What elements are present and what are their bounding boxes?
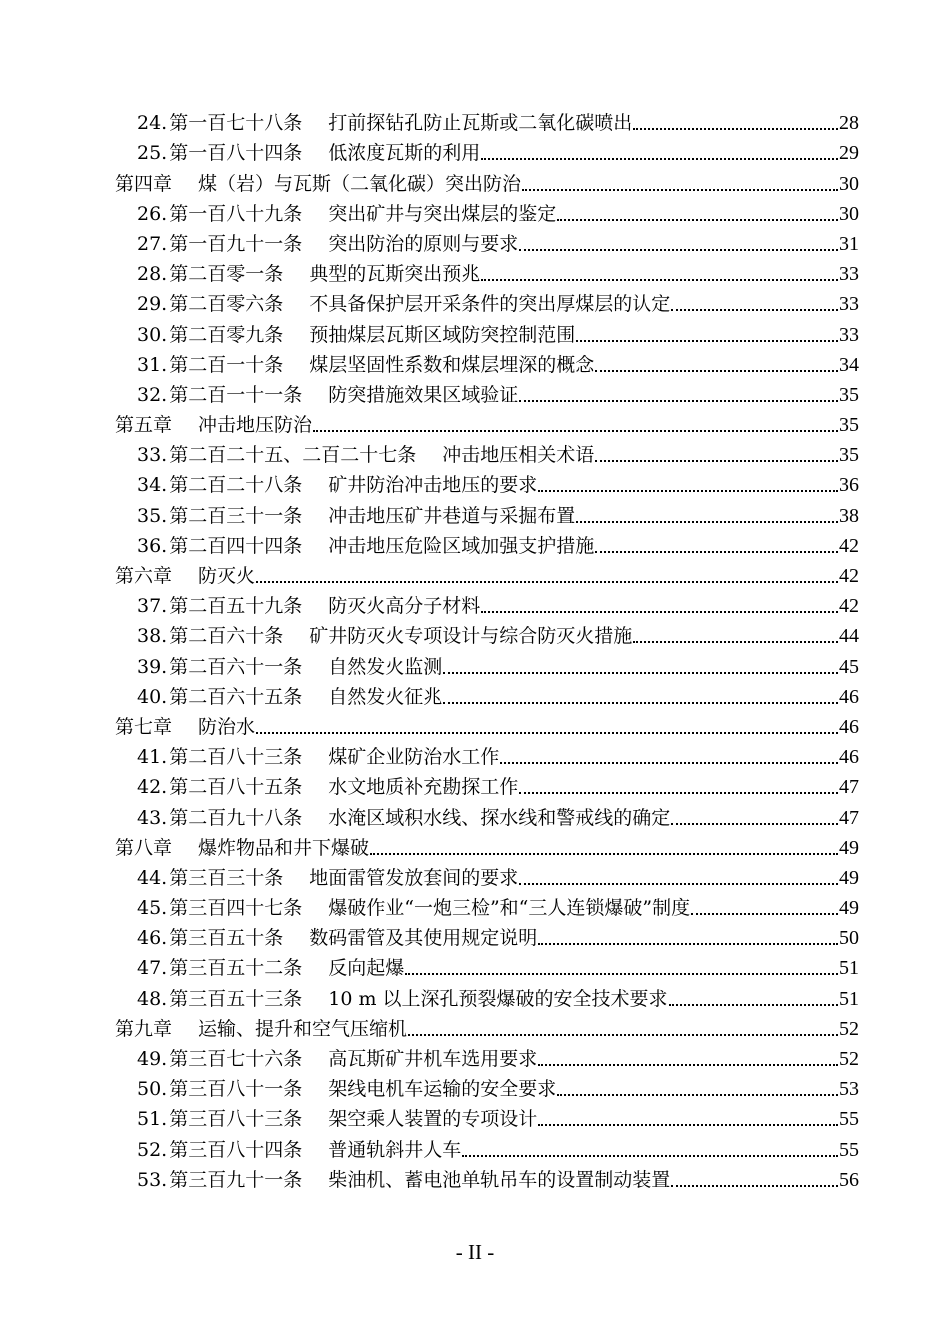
toc-entry-title: 数码雷管及其使用规定说明 — [309, 927, 538, 950]
toc-article-id: 第三百四十七条 — [169, 897, 303, 920]
toc-entry-title: 水文地质补充勘探工作 — [328, 776, 519, 799]
toc-entry-label — [137, 352, 594, 378]
toc-page-number: 42 — [839, 595, 859, 618]
toc-page-number: 52 — [839, 1048, 859, 1070]
toc-entry-label — [137, 774, 518, 800]
toc-entry-label — [115, 171, 521, 197]
toc-article-entry[interactable] — [115, 1042, 859, 1072]
toc-entry-title: 高瓦斯矿井机车选用要求 — [328, 1048, 538, 1070]
dot-leader — [313, 429, 838, 432]
toc-entry-title: 矿井防灭火专项设计与综合防灭火措施 — [309, 625, 633, 648]
toc-entry-title: 典型的瓦斯突出预兆 — [309, 263, 481, 286]
toc-article-entry[interactable] — [115, 1102, 859, 1132]
toc-article-id: 第三百八十一条 — [169, 1078, 303, 1101]
toc-article-entry[interactable] — [115, 197, 859, 227]
toc-page-number: 30 — [839, 202, 859, 225]
dot-leader — [691, 912, 838, 915]
toc-entry-number: 29. — [137, 293, 168, 316]
dot-leader — [671, 308, 838, 311]
toc-entry-number: 39. — [137, 655, 168, 678]
toc-page-number: 35 — [839, 414, 859, 437]
dot-leader — [519, 882, 838, 885]
toc-article-entry[interactable] — [115, 468, 859, 498]
toc-article-id: 第二百四十四条 — [169, 534, 303, 557]
toc-entry-number: 45. — [137, 897, 168, 920]
toc-entry-number: 28. — [137, 263, 168, 286]
toc-chapter-entry[interactable] — [115, 408, 859, 438]
toc-article-entry[interactable] — [115, 1163, 859, 1193]
toc-entry-number: 49. — [137, 1048, 168, 1070]
toc-page-number: 42 — [839, 565, 859, 587]
dot-leader — [557, 218, 838, 221]
toc-entry-label — [137, 503, 575, 529]
toc-chapter-entry[interactable] — [115, 710, 859, 740]
toc-article-entry[interactable] — [115, 740, 859, 770]
toc-article-id: 第二百二十八条 — [169, 474, 303, 497]
dot-leader — [481, 610, 838, 613]
toc-entry-label — [137, 140, 480, 166]
toc-article-id: 第一百九十一条 — [169, 232, 303, 255]
toc-article-id: 第二百一十一条 — [169, 383, 303, 406]
toc-entry-label — [137, 291, 670, 317]
toc-article-entry[interactable] — [115, 1132, 859, 1162]
toc-entry-title: 爆炸物品和井下爆破 — [198, 836, 370, 859]
toc-page-number: 52 — [839, 1017, 859, 1040]
toc-article-entry[interactable] — [115, 981, 859, 1011]
dot-leader — [576, 520, 838, 523]
toc-entry-number: 30. — [137, 323, 168, 346]
dot-leader — [481, 278, 838, 281]
toc-entry-number: 33. — [137, 444, 168, 467]
toc-article-entry[interactable] — [115, 951, 859, 981]
toc-page-number: 29 — [839, 142, 859, 165]
toc-chapter-id: 第五章 — [115, 414, 173, 437]
toc-entry-title: 冲击地压矿井巷道与采掘布置 — [328, 504, 576, 527]
toc-article-id: 第二百八十三条 — [169, 746, 303, 769]
dot-leader — [408, 1033, 838, 1036]
toc-entry-label — [137, 442, 594, 468]
toc-page-number: 55 — [839, 1108, 859, 1131]
toc-entry-label — [137, 654, 442, 680]
toc-article-id: 第二百六十五条 — [169, 685, 303, 708]
toc-article-entry[interactable] — [115, 227, 859, 257]
toc-entry-label — [137, 382, 518, 408]
toc-article-id: 第三百八十三条 — [169, 1108, 303, 1131]
toc-entry-number: 41. — [137, 746, 168, 769]
dot-leader — [576, 339, 838, 342]
toc-entry-label — [137, 684, 442, 710]
toc-page-number: 42 — [839, 534, 859, 557]
toc-entry-title: 不具备保护层开采条件的突出厚煤层的认定 — [309, 293, 671, 316]
toc-article-entry[interactable] — [115, 348, 859, 378]
toc-article-id: 第三百五十三条 — [169, 987, 303, 1010]
toc-page-number: 38 — [839, 504, 859, 527]
toc-article-id: 第二百零一条 — [169, 263, 284, 286]
toc-page-number: 36 — [839, 474, 859, 497]
toc-page-number: 30 — [839, 172, 859, 195]
toc-article-id: 第一百七十八条 — [169, 112, 303, 135]
toc-entry-title: 运输、提升和空气压缩机 — [198, 1017, 408, 1040]
toc-entry-title: 反向起爆 — [328, 957, 405, 980]
toc-page-number: 33 — [839, 293, 859, 316]
toc-page-number: 33 — [839, 323, 859, 346]
toc-page-number: 33 — [839, 263, 859, 286]
toc-entry-label — [137, 1076, 556, 1102]
toc-entry-title: 柴油机、蓄电池单轨吊车的设置制动装置 — [328, 1168, 671, 1191]
toc-entry-label — [137, 1137, 461, 1163]
toc-entry-title: 冲击地压危险区域加强支护措施 — [328, 534, 595, 557]
dot-leader — [633, 127, 838, 130]
toc-article-entry[interactable] — [115, 861, 859, 891]
toc-entry-number: 25. — [137, 142, 168, 165]
toc-entry-label — [115, 412, 312, 438]
toc-article-id: 第三百九十一条 — [169, 1168, 303, 1191]
toc-article-entry[interactable] — [115, 257, 859, 287]
toc-article-id: 第一百八十四条 — [169, 142, 303, 165]
toc-entry-number: 48. — [137, 987, 168, 1010]
dot-leader — [538, 1123, 838, 1126]
toc-entry-number: 24. — [137, 112, 168, 135]
toc-entry-title: 突出防治的原则与要求 — [328, 232, 519, 255]
toc-article-id: 第二百六十条 — [169, 625, 284, 648]
table-of-contents — [115, 106, 859, 1193]
dot-leader — [671, 1184, 838, 1187]
toc-entry-label — [137, 1046, 537, 1072]
toc-article-entry[interactable] — [115, 136, 859, 166]
toc-entry-label — [137, 955, 404, 981]
toc-article-entry[interactable] — [115, 589, 859, 619]
toc-page-number: 49 — [839, 897, 859, 920]
toc-article-entry[interactable] — [115, 800, 859, 830]
toc-entry-number: 50. — [137, 1078, 168, 1101]
dot-leader — [595, 550, 838, 553]
toc-entry-number: 40. — [137, 685, 168, 708]
toc-entry-label — [115, 1016, 407, 1042]
dot-leader — [256, 731, 838, 734]
dot-leader — [405, 972, 838, 975]
toc-article-entry[interactable] — [115, 680, 859, 710]
toc-entry-title: 煤（岩）与瓦斯（二氧化碳）突出防治 — [198, 172, 522, 195]
toc-chapter-id: 第七章 — [115, 715, 173, 738]
toc-entry-label — [137, 261, 480, 287]
toc-entry-title: 水淹区域积水线、探水线和警戒线的确定 — [328, 806, 671, 829]
toc-chapter-id: 第八章 — [115, 836, 173, 859]
toc-entry-label — [137, 925, 537, 951]
toc-entry-title: 突出矿井与突出煤层的鉴定 — [328, 202, 557, 225]
toc-entry-label — [137, 623, 632, 649]
toc-entry-title: 防治水 — [198, 715, 256, 738]
dot-leader — [538, 1063, 838, 1066]
dot-leader — [595, 369, 838, 372]
toc-page-number: 51 — [839, 987, 859, 1010]
toc-article-id: 第二百一十条 — [169, 353, 284, 376]
toc-entry-label — [137, 744, 499, 770]
toc-page-number: 50 — [839, 927, 859, 950]
toc-entry-number: 31. — [137, 353, 168, 376]
toc-entry-number: 42. — [137, 776, 168, 799]
toc-entry-title: 预抽煤层瓦斯区域防突控制范围 — [309, 323, 576, 346]
toc-entry-title: 架空乘人装置的专项设计 — [328, 1108, 538, 1131]
toc-page-number: 46 — [839, 715, 859, 738]
dot-leader — [519, 791, 838, 794]
toc-page-number: 55 — [839, 1138, 859, 1161]
toc-article-id: 第二百二十五、二百二十七条 — [169, 444, 417, 467]
toc-entry-number: 46. — [137, 927, 168, 950]
toc-entry-title: 地面雷管发放套间的要求 — [309, 866, 519, 889]
toc-article-id: 第三百八十四条 — [169, 1138, 303, 1161]
toc-page-number: 49 — [839, 866, 859, 889]
dot-leader — [671, 822, 838, 825]
toc-page-number: 47 — [839, 806, 859, 829]
dot-leader — [669, 1003, 838, 1006]
toc-entry-label — [137, 986, 668, 1012]
toc-article-id: 第二百零九条 — [169, 323, 284, 346]
toc-article-entry[interactable] — [115, 438, 859, 468]
toc-entry-label — [137, 1106, 537, 1132]
page-number: - II - — [455, 1240, 495, 1264]
toc-entry-title: 10 m 以上深孔预裂爆破的安全技术要求 — [328, 987, 668, 1010]
toc-entry-label — [137, 231, 518, 257]
toc-page-number: 56 — [839, 1168, 859, 1191]
toc-entry-title: 防灭火高分子材料 — [328, 595, 481, 618]
toc-chapter-entry[interactable] — [115, 831, 859, 861]
toc-entry-number: 32. — [137, 383, 168, 406]
toc-entry-title: 架线电机车运输的安全要求 — [328, 1078, 557, 1101]
toc-article-entry[interactable] — [115, 106, 859, 136]
dot-leader — [256, 580, 838, 583]
toc-entry-title: 爆破作业“一炮三检”和“三人连锁爆破”制度 — [328, 897, 691, 920]
toc-entry-number: 35. — [137, 504, 168, 527]
toc-article-id: 第二百三十一条 — [169, 504, 303, 527]
dot-leader — [462, 1154, 838, 1157]
toc-article-id: 第三百七十六条 — [169, 1048, 303, 1070]
toc-article-entry[interactable] — [115, 649, 859, 679]
toc-page-number: 35 — [839, 383, 859, 406]
toc-article-id: 第三百五十条 — [169, 927, 284, 950]
toc-entry-title: 自然发火征兆 — [328, 685, 443, 708]
toc-entry-title: 矿井防治冲击地压的要求 — [328, 474, 538, 497]
toc-entry-number: 34. — [137, 474, 168, 497]
toc-chapter-id: 第六章 — [115, 565, 173, 587]
toc-article-entry[interactable] — [115, 529, 859, 559]
toc-entry-number: 26. — [137, 202, 168, 225]
toc-entry-label — [115, 714, 255, 740]
dot-leader — [538, 942, 838, 945]
toc-chapter-entry[interactable] — [115, 166, 859, 196]
toc-entry-title: 低浓度瓦斯的利用 — [328, 142, 481, 165]
toc-article-entry[interactable] — [115, 287, 859, 317]
toc-page-number: 53 — [839, 1078, 859, 1101]
toc-article-id: 第一百八十九条 — [169, 202, 303, 225]
toc-entry-number: 37. — [137, 595, 168, 618]
toc-entry-number: 51. — [137, 1108, 168, 1131]
toc-article-entry[interactable] — [115, 498, 859, 528]
dot-leader — [443, 701, 838, 704]
toc-page-number: 46 — [839, 746, 859, 769]
dot-leader — [522, 188, 838, 191]
toc-entry-label — [137, 322, 575, 348]
toc-article-id: 第三百五十二条 — [169, 957, 303, 980]
toc-entry-number: 53. — [137, 1168, 168, 1191]
toc-page-number: 34 — [839, 353, 859, 376]
dot-leader — [519, 399, 838, 402]
dot-leader — [370, 852, 838, 855]
toc-page-number: 49 — [839, 836, 859, 859]
toc-entry-label — [137, 805, 670, 831]
toc-page-number: 47 — [839, 776, 859, 799]
toc-entry-label — [115, 835, 369, 861]
toc-article-entry[interactable] — [115, 378, 859, 408]
toc-entry-label — [137, 1167, 670, 1193]
toc-page-number: 44 — [839, 625, 859, 648]
dot-leader — [500, 761, 838, 764]
toc-article-entry[interactable] — [115, 770, 859, 800]
toc-entry-label — [137, 201, 556, 227]
toc-page-number: 28 — [839, 112, 859, 135]
toc-entry-number: 43. — [137, 806, 168, 829]
toc-entry-number: 38. — [137, 625, 168, 648]
toc-entry-title: 自然发火监测 — [328, 655, 443, 678]
toc-entry-label — [137, 533, 594, 559]
toc-entry-number: 52. — [137, 1138, 168, 1161]
toc-article-id: 第三百三十条 — [169, 866, 284, 889]
toc-page-number: 45 — [839, 655, 859, 678]
toc-entry-label — [137, 472, 537, 498]
toc-article-entry[interactable] — [115, 619, 859, 649]
dot-leader — [519, 248, 838, 251]
toc-entry-title: 煤层坚固性系数和煤层埋深的概念 — [309, 353, 595, 376]
toc-article-entry[interactable] — [115, 921, 859, 951]
toc-page-number: 31 — [839, 232, 859, 255]
toc-entry-number: 27. — [137, 232, 168, 255]
toc-entry-label — [137, 110, 632, 136]
toc-chapter-entry[interactable] — [115, 1012, 859, 1042]
toc-article-entry[interactable] — [115, 891, 859, 921]
toc-article-id: 第二百九十八条 — [169, 806, 303, 829]
dot-leader — [557, 1093, 838, 1096]
toc-article-id: 第二百零六条 — [169, 293, 284, 316]
toc-entry-label — [115, 563, 255, 589]
toc-article-id: 第二百八十五条 — [169, 776, 303, 799]
dot-leader — [595, 459, 838, 462]
toc-entry-label — [137, 895, 690, 921]
dot-leader — [633, 640, 838, 643]
toc-page-number: 46 — [839, 685, 859, 708]
toc-chapter-id: 第九章 — [115, 1017, 173, 1040]
toc-entry-title: 煤矿企业防治水工作 — [328, 746, 500, 769]
toc-entry-label — [137, 593, 480, 619]
toc-chapter-entry[interactable] — [115, 559, 859, 589]
toc-entry-title: 普通轨斜井人车 — [328, 1138, 462, 1161]
toc-entry-number: 44. — [137, 866, 168, 889]
toc-article-id: 第二百五十九条 — [169, 595, 303, 618]
dot-leader — [443, 671, 838, 674]
toc-page-number: 51 — [839, 957, 859, 980]
toc-article-entry[interactable] — [115, 317, 859, 347]
toc-entry-number: 47. — [137, 957, 168, 980]
toc-chapter-id: 第四章 — [115, 172, 173, 195]
toc-article-id: 第二百六十一条 — [169, 655, 303, 678]
toc-entry-title: 打前探钻孔防止瓦斯或二氧化碳喷出 — [328, 112, 633, 135]
toc-entry-number: 36. — [137, 534, 168, 557]
dot-leader — [538, 489, 838, 492]
toc-article-entry[interactable] — [115, 1072, 859, 1102]
toc-entry-title: 防灭火 — [198, 565, 256, 587]
toc-entry-title: 冲击地压相关术语 — [442, 444, 595, 467]
toc-page-number: 35 — [839, 444, 859, 467]
toc-entry-title: 防突措施效果区域验证 — [328, 383, 519, 406]
toc-entry-label — [137, 865, 518, 891]
toc-entry-title: 冲击地压防治 — [198, 414, 313, 437]
dot-leader — [481, 157, 838, 160]
